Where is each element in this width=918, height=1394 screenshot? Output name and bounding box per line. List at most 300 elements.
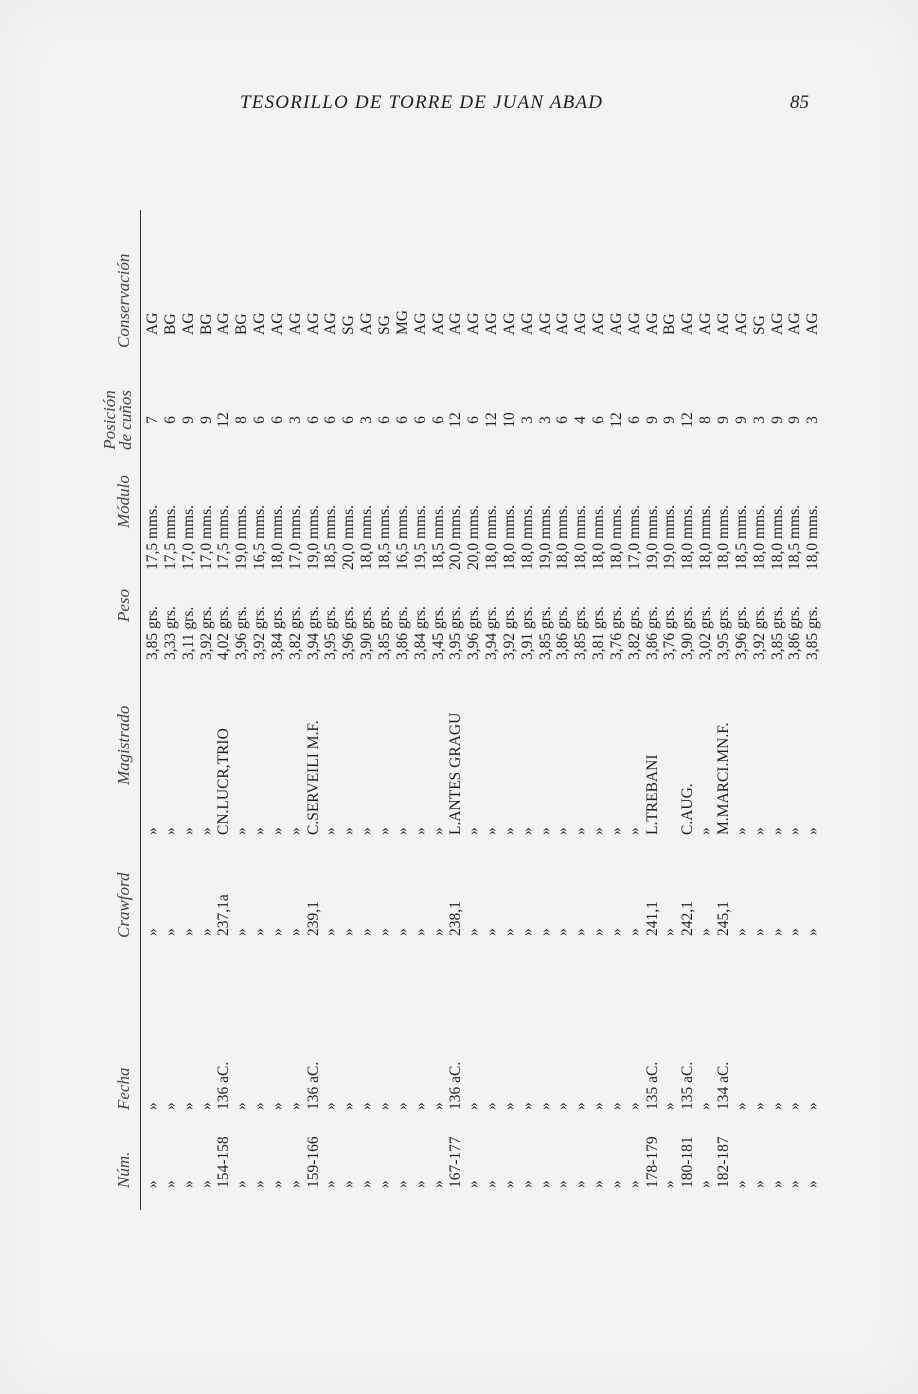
cell-crawford: » — [768, 928, 786, 936]
cell-peso: 3,82 grs. — [286, 606, 304, 660]
cell-crawford: » — [429, 928, 447, 936]
cell-num: » — [233, 1180, 251, 1188]
cell-peso: 3,86 grs. — [554, 606, 572, 660]
cell-crawford: » — [607, 928, 625, 936]
cell-magistrado: » — [179, 827, 197, 835]
cell-magistrado: » — [786, 827, 804, 835]
cell-fecha: » — [732, 1102, 750, 1110]
cell-fecha: » — [161, 1102, 179, 1110]
cell-posicion: 3 — [286, 416, 304, 424]
cell-fecha: » — [536, 1102, 554, 1110]
cell-crawford: » — [732, 928, 750, 936]
cell-modulo: 18,0 mms. — [554, 504, 572, 570]
cell-peso: 3,94 grs. — [304, 606, 322, 660]
table-row — [661, 210, 679, 1210]
cell-peso: 3,95 grs. — [447, 606, 465, 660]
cell-num: » — [286, 1180, 304, 1188]
table-row — [679, 210, 697, 1210]
cell-num: 180-181 — [679, 1136, 697, 1188]
cell-modulo: 18,0 mms. — [768, 504, 786, 570]
cell-fecha: » — [251, 1102, 269, 1110]
cell-modulo: 19,0 mms. — [304, 504, 322, 570]
table-row — [786, 210, 804, 1210]
cell-modulo: 18,0 mms. — [500, 504, 518, 570]
table-row — [697, 210, 715, 1210]
col-header-modulo: Módulo — [114, 475, 133, 528]
table-row — [644, 210, 662, 1210]
cell-num: » — [465, 1180, 483, 1188]
cell-num: 178-179 — [643, 1136, 661, 1188]
cell-fecha: » — [768, 1102, 786, 1110]
cell-peso: 3,84 grs. — [268, 606, 286, 660]
cell-fecha: » — [429, 1102, 447, 1110]
cell-crawford: » — [322, 928, 340, 936]
cell-magistrado: C.AUG. — [679, 783, 697, 835]
cell-crawford: » — [625, 928, 643, 936]
cell-peso: 3,81 grs. — [590, 606, 608, 660]
cell-posicion: 9 — [643, 416, 661, 424]
cell-conservacion: SG — [750, 315, 768, 335]
cell-posicion: 6 — [304, 416, 322, 424]
cell-fecha: » — [144, 1102, 161, 1110]
cell-posicion: 6 — [554, 416, 572, 424]
cell-conservacion: AG — [572, 312, 590, 335]
cell-posicion: 6 — [625, 416, 643, 424]
cell-conservacion: AG — [411, 312, 429, 335]
table-row — [358, 210, 376, 1210]
cell-modulo: 18,5 mms. — [786, 504, 804, 570]
col-header-fecha: Fecha — [114, 1067, 133, 1110]
table-row — [804, 210, 822, 1210]
cell-modulo: 18,0 mms. — [715, 504, 732, 570]
cell-modulo: 19,5 mms. — [411, 504, 429, 570]
cell-magistrado: » — [233, 827, 251, 835]
running-head — [0, 92, 918, 122]
table-row — [519, 210, 537, 1210]
cell-num: » — [661, 1180, 679, 1188]
cell-peso: 4,02 grs. — [215, 606, 233, 660]
cell-num: » — [804, 1180, 822, 1188]
cell-magistrado: » — [500, 827, 518, 835]
cell-peso: 3,92 grs. — [500, 606, 518, 660]
cell-peso: 3,85 grs. — [536, 606, 554, 660]
cell-peso: 3,85 grs. — [144, 606, 161, 660]
cell-magistrado: » — [322, 827, 340, 835]
cell-peso: 3,33 grs. — [161, 606, 179, 660]
table-row — [590, 210, 608, 1210]
cell-crawford: » — [590, 928, 608, 936]
coin-inventory-table — [100, 210, 820, 1210]
cell-crawford: » — [518, 928, 536, 936]
cell-modulo: 18,0 mms. — [268, 504, 286, 570]
cell-posicion: 9 — [768, 416, 786, 424]
table-row — [447, 210, 465, 1210]
cell-modulo: 17,0 mms. — [625, 504, 643, 570]
cell-crawford: 242,1 — [679, 901, 697, 936]
cell-num: » — [500, 1180, 518, 1188]
cell-magistrado: » — [161, 827, 179, 835]
cell-num: » — [590, 1180, 608, 1188]
cell-posicion: 12 — [483, 412, 501, 428]
cell-modulo: 18,0 mms. — [518, 504, 536, 570]
cell-peso: 3,96 grs. — [340, 606, 358, 660]
cell-fecha: » — [572, 1102, 590, 1110]
table-row — [465, 210, 483, 1210]
cell-fecha: 136 aC. — [447, 1061, 465, 1110]
cell-peso: 3,92 grs. — [251, 606, 269, 660]
table-body — [144, 210, 822, 1210]
cell-fecha: » — [268, 1102, 286, 1110]
cell-magistrado: » — [286, 827, 304, 835]
cell-num: » — [161, 1180, 179, 1188]
cell-fecha: » — [786, 1102, 804, 1110]
cell-peso: 3,82 grs. — [625, 606, 643, 660]
cell-crawford: » — [483, 928, 501, 936]
cell-conservacion: AG — [215, 312, 233, 335]
cell-conservacion: AG — [251, 312, 269, 335]
cell-num: 182-187 — [715, 1136, 732, 1188]
cell-fecha: » — [500, 1102, 518, 1110]
cell-num: » — [732, 1180, 750, 1188]
cell-magistrado: » — [411, 827, 429, 835]
table-row — [340, 210, 358, 1210]
cell-crawford: » — [750, 928, 768, 936]
cell-num: » — [411, 1180, 429, 1188]
cell-crawford: » — [233, 928, 251, 936]
table-header — [100, 210, 141, 1210]
cell-num: 154-158 — [215, 1136, 233, 1188]
cell-posicion: 3 — [536, 416, 554, 424]
cell-modulo: 18,0 mms. — [679, 504, 697, 570]
cell-conservacion: AG — [625, 312, 643, 335]
cell-peso: 3,86 grs. — [643, 606, 661, 660]
cell-modulo: 18,5 mms. — [375, 504, 393, 570]
table-row — [483, 210, 501, 1210]
col-header-magistrado: Magistrado — [114, 705, 133, 785]
cell-conservacion: AG — [679, 312, 697, 335]
cell-conservacion: AG — [286, 312, 304, 335]
cell-peso: 3,92 grs. — [750, 606, 768, 660]
cell-num: 167-177 — [447, 1136, 465, 1188]
cell-fecha: » — [590, 1102, 608, 1110]
cell-fecha: » — [358, 1102, 376, 1110]
cell-conservacion: AG — [322, 312, 340, 335]
cell-fecha: » — [393, 1102, 411, 1110]
cell-crawford: » — [500, 928, 518, 936]
cell-num: » — [429, 1180, 447, 1188]
table-row — [144, 210, 162, 1210]
cell-modulo: 20,0 mms. — [465, 504, 483, 570]
cell-num: » — [393, 1180, 411, 1188]
col-header-conservacion: Conservación — [114, 253, 133, 348]
cell-conservacion: AG — [554, 312, 572, 335]
cell-conservacion: AG — [786, 312, 804, 335]
cell-magistrado: » — [768, 827, 786, 835]
cell-fecha: » — [661, 1102, 679, 1110]
cell-num: » — [750, 1180, 768, 1188]
cell-num: » — [483, 1180, 501, 1188]
cell-conservacion: AG — [179, 312, 197, 335]
cell-fecha: » — [483, 1102, 501, 1110]
cell-crawford: » — [375, 928, 393, 936]
col-header-crawford: Crawford — [114, 872, 133, 938]
cell-num: » — [768, 1180, 786, 1188]
cell-num: » — [607, 1180, 625, 1188]
cell-conservacion: AG — [768, 312, 786, 335]
cell-posicion: 6 — [161, 416, 179, 424]
cell-posicion: 9 — [715, 416, 732, 424]
cell-modulo: 18,0 mms. — [483, 504, 501, 570]
cell-crawford: » — [340, 928, 358, 936]
cell-num: » — [536, 1180, 554, 1188]
cell-magistrado: » — [483, 827, 501, 835]
cell-crawford: 238,1 — [447, 901, 465, 936]
cell-posicion: 3 — [518, 416, 536, 424]
cell-num: » — [697, 1180, 715, 1188]
cell-conservacion: SG — [340, 315, 358, 335]
cell-posicion: 8 — [233, 416, 251, 424]
cell-conservacion: SG — [375, 315, 393, 335]
table-row — [198, 210, 216, 1210]
cell-fecha: » — [375, 1102, 393, 1110]
cell-fecha: » — [411, 1102, 429, 1110]
cell-magistrado: L.ANTES GRAGU — [447, 712, 465, 835]
table-row — [608, 210, 626, 1210]
cell-magistrado: » — [697, 827, 715, 835]
cell-posicion: 9 — [179, 416, 197, 424]
cell-peso: 3,11 grs. — [179, 606, 197, 660]
cell-magistrado: » — [429, 827, 447, 835]
cell-fecha: » — [554, 1102, 572, 1110]
cell-fecha: » — [750, 1102, 768, 1110]
page-title: TESORILLO DE TORRE DE JUAN ABAD — [240, 92, 604, 113]
table-row — [412, 210, 430, 1210]
cell-crawford: » — [554, 928, 572, 936]
cell-peso: 3,86 grs. — [786, 606, 804, 660]
table-row — [322, 210, 340, 1210]
table-row — [501, 210, 519, 1210]
cell-modulo: 20,0 mms. — [447, 504, 465, 570]
page-number: 85 — [790, 92, 809, 113]
cell-magistrado: » — [607, 827, 625, 835]
cell-magistrado: » — [144, 827, 161, 835]
cell-posicion: 6 — [590, 416, 608, 424]
cell-conservacion: AG — [144, 312, 161, 335]
cell-fecha: » — [197, 1102, 215, 1110]
cell-conservacion: BG — [197, 313, 215, 335]
cell-conservacion: BG — [661, 313, 679, 335]
cell-posicion: 4 — [572, 416, 590, 424]
cell-posicion: 6 — [375, 416, 393, 424]
cell-peso: 3,90 grs. — [679, 606, 697, 660]
cell-posicion: 12 — [607, 412, 625, 428]
cell-magistrado: » — [393, 827, 411, 835]
cell-crawford: 237,1a — [215, 894, 233, 936]
cell-magistrado: » — [197, 827, 215, 835]
cell-conservacion: AG — [268, 312, 286, 335]
cell-peso: 3,92 grs. — [197, 606, 215, 660]
cell-peso: 3,85 grs. — [572, 606, 590, 660]
cell-magistrado: » — [340, 827, 358, 835]
cell-conservacion: AG — [358, 312, 376, 335]
cell-crawford: » — [697, 928, 715, 936]
cell-posicion: 6 — [411, 416, 429, 424]
cell-crawford: » — [661, 928, 679, 936]
cell-modulo: 18,0 mms. — [572, 504, 590, 570]
table-row — [554, 210, 572, 1210]
cell-peso: 3,85 grs. — [804, 606, 822, 660]
cell-posicion: 7 — [144, 416, 161, 424]
table-row — [394, 210, 412, 1210]
cell-num: » — [518, 1180, 536, 1188]
table-row — [733, 210, 751, 1210]
cell-conservacion: AG — [536, 312, 554, 335]
cell-fecha: » — [286, 1102, 304, 1110]
cell-modulo: 20,0 mms. — [340, 504, 358, 570]
cell-modulo: 17,5 mms. — [215, 504, 233, 570]
cell-modulo: 19,0 mms. — [643, 504, 661, 570]
cell-conservacion: AG — [590, 312, 608, 335]
cell-fecha: » — [465, 1102, 483, 1110]
cell-num: » — [554, 1180, 572, 1188]
cell-crawford: » — [393, 928, 411, 936]
col-header-num: Núm. — [114, 1151, 133, 1188]
cell-crawford: » — [268, 928, 286, 936]
cell-fecha: 136 aC. — [215, 1061, 233, 1110]
cell-conservacion: AG — [304, 312, 322, 335]
cell-posicion: 9 — [786, 416, 804, 424]
cell-num: » — [340, 1180, 358, 1188]
cell-posicion: 6 — [340, 416, 358, 424]
table-row — [626, 210, 644, 1210]
cell-crawford: » — [197, 928, 215, 936]
cell-modulo: 18,0 mms. — [358, 504, 376, 570]
cell-peso: 3,94 grs. — [483, 606, 501, 660]
cell-conservacion: AG — [465, 312, 483, 335]
cell-peso: 3,45 grs. — [429, 606, 447, 660]
cell-conservacion: AG — [643, 312, 661, 335]
cell-crawford: » — [572, 928, 590, 936]
table-row — [287, 210, 305, 1210]
cell-crawford: » — [358, 928, 376, 936]
cell-fecha: » — [607, 1102, 625, 1110]
cell-peso: 3,84 grs. — [411, 606, 429, 660]
table-row — [430, 210, 448, 1210]
cell-conservacion: AG — [715, 312, 732, 335]
cell-fecha: » — [179, 1102, 197, 1110]
table-row — [769, 210, 787, 1210]
cell-modulo: 18,5 mms. — [732, 504, 750, 570]
cell-conservacion: AG — [697, 312, 715, 335]
cell-magistrado: » — [590, 827, 608, 835]
cell-posicion: 3 — [358, 416, 376, 424]
col-header-posicion-line1: Posición — [100, 390, 119, 450]
table-row — [233, 210, 251, 1210]
cell-num: » — [197, 1180, 215, 1188]
cell-magistrado: » — [625, 827, 643, 835]
cell-modulo: 17,5 mms. — [161, 504, 179, 570]
cell-num: » — [375, 1180, 393, 1188]
cell-fecha: 136 aC. — [304, 1061, 322, 1110]
cell-peso: 3,85 grs. — [768, 606, 786, 660]
cell-conservacion: AG — [483, 312, 501, 335]
cell-peso: 3,95 grs. — [715, 606, 732, 660]
cell-modulo: 19,0 mms. — [661, 504, 679, 570]
cell-crawford: » — [179, 928, 197, 936]
cell-fecha: » — [340, 1102, 358, 1110]
cell-num: » — [322, 1180, 340, 1188]
col-header-peso: Peso — [114, 588, 133, 622]
cell-peso: 3,86 grs. — [393, 606, 411, 660]
cell-posicion: 10 — [500, 412, 518, 428]
cell-conservacion: AG — [607, 312, 625, 335]
cell-fecha: » — [804, 1102, 822, 1110]
cell-peso: 3,85 grs. — [375, 606, 393, 660]
cell-crawford: » — [161, 928, 179, 936]
cell-conservacion: AG — [429, 312, 447, 335]
table-row — [572, 210, 590, 1210]
cell-peso: 3,96 grs. — [465, 606, 483, 660]
cell-conservacion: AG — [447, 312, 465, 335]
cell-peso: 3,90 grs. — [358, 606, 376, 660]
cell-crawford: 245,1 — [715, 901, 732, 936]
cell-modulo: 18,5 mms. — [429, 504, 447, 570]
cell-modulo: 18,0 mms. — [607, 504, 625, 570]
cell-posicion: 9 — [197, 416, 215, 424]
cell-magistrado: CN.LUCR,TRIO — [215, 728, 233, 835]
cell-num: » — [268, 1180, 286, 1188]
cell-modulo: 19,0 mms. — [536, 504, 554, 570]
cell-modulo: 16,5 mms. — [251, 504, 269, 570]
cell-posicion: 6 — [268, 416, 286, 424]
cell-num: » — [358, 1180, 376, 1188]
table-row — [215, 210, 233, 1210]
cell-posicion: 6 — [322, 416, 340, 424]
table-row — [715, 210, 733, 1210]
cell-magistrado: L.TREBANI — [643, 754, 661, 835]
cell-magistrado: » — [375, 827, 393, 835]
cell-magistrado: » — [465, 827, 483, 835]
cell-posicion: 3 — [804, 416, 822, 424]
cell-posicion: 12 — [447, 412, 465, 428]
cell-modulo: 18,0 mms. — [804, 504, 822, 570]
cell-magistrado: » — [572, 827, 590, 835]
cell-posicion: 6 — [393, 416, 411, 424]
cell-magistrado: » — [750, 827, 768, 835]
cell-modulo: 18,0 mms. — [590, 504, 608, 570]
cell-modulo: 17,0 mms. — [197, 504, 215, 570]
cell-peso: 3,96 grs. — [732, 606, 750, 660]
cell-posicion: 6 — [251, 416, 269, 424]
table-row — [537, 210, 555, 1210]
cell-magistrado: C.SERVEILI M.F. — [304, 720, 322, 835]
cell-crawford: » — [411, 928, 429, 936]
cell-posicion: 3 — [750, 416, 768, 424]
cell-fecha: » — [322, 1102, 340, 1110]
cell-num: » — [625, 1180, 643, 1188]
cell-conservacion: BG — [161, 313, 179, 335]
cell-peso: 3,76 grs. — [661, 606, 679, 660]
cell-modulo: 19,0 mms. — [233, 504, 251, 570]
cell-crawford: » — [144, 928, 161, 936]
col-header-posicion-line2: de cuños — [116, 390, 135, 450]
cell-magistrado: » — [268, 827, 286, 835]
cell-magistrado: » — [358, 827, 376, 835]
cell-modulo: 18,0 mms. — [750, 504, 768, 570]
cell-magistrado: » — [251, 827, 269, 835]
cell-magistrado: » — [536, 827, 554, 835]
cell-peso: 3,76 grs. — [607, 606, 625, 660]
